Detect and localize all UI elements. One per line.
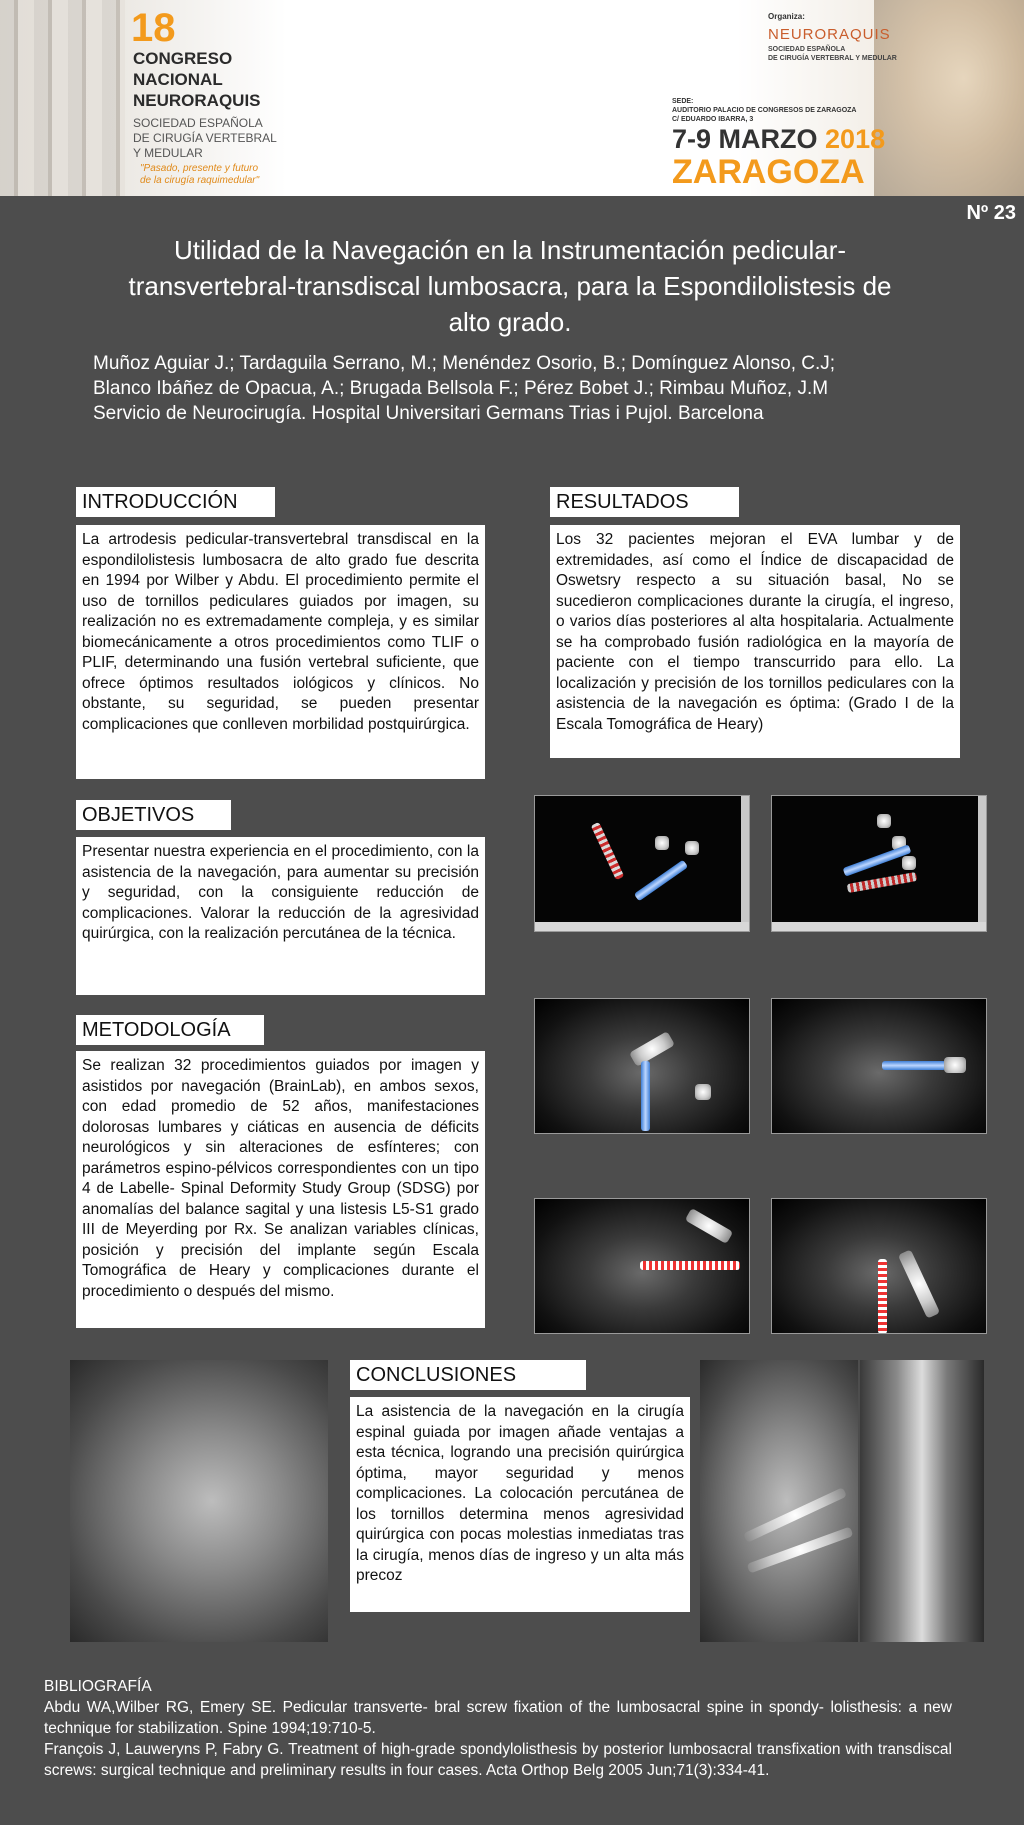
- introduccion-text: La artrodesis pedicular-transvertebral transdiscal en la espondilolistesis lumbosacra de alto grado fue descrita en 1994 por Wilber y Abdu. El procedimiento permite el uso de tornillos pediculares guiados por imagen, su realización no es extremadamente compleja, y es similar biomecánicamente a otros procedimientos como TLIF o PLIF, determinando una fusión vertebral suficiente, que ofrece óptimos resultados iológicos y clínicos. No obstante, su seguridad, se pueden presentar complicaciones que conlleven morbilidad postquirúrgica.: [76, 525, 485, 779]
- bibliography-ref: Abdu WA,Wilber RG, Emery SE. Pedicular transverte- bral screw fixation of the lumbosacral spine in spondy- lolisthesis: a new technique for stabilization. Spine 1994;19:710-5.: [44, 1699, 952, 1737]
- ct-scan-2: [771, 998, 987, 1134]
- bibliography-heading: BIBLIOGRAFÍA: [44, 1678, 152, 1695]
- congress-number: 18: [131, 6, 176, 50]
- resultados-text: Los 32 pacientes mejoran el EVA lumbar y de extremidades, así como el Índice de discapacidad de Oswetsry respecto a su situación basal, No se sucedieron complicaciones durante la cirugía, el ingreso, o varios días posteriores al alta hospitalaria. Actualmente se ha comprobado fusión radiológica en la mayoría de paciente con el tiempo transcurrido para ello. La localización y precisión de los tornillos pediculares con la asistencia de la navegación es óptima: (Grado I de la Escala Tomográfica de Heary): [550, 525, 960, 758]
- sagittal-mri: [860, 1360, 984, 1642]
- postoperative-xray: [700, 1360, 858, 1642]
- organizer-logo: NEURORAQUIS: [768, 26, 891, 43]
- navigation-screenshot-1: [534, 795, 750, 932]
- paper-title: Utilidad de la Navegación en la Instrumentación pedicular- transvertebral-transdiscal lumbosacra, para la Espondilolistesis de alto grado.: [128, 235, 892, 337]
- metodologia-heading: METODOLOGÍA: [76, 1015, 264, 1045]
- objetivos-text: Presentar nuestra experiencia en el procedimiento, con la asistencia de la navegación, para aumentar su precisión y seguridad, con la consiguiente reducción de complicaciones. Valorar la reducción de la agresividad quirúrgica, con la realización percutánea de la técnica.: [76, 837, 485, 995]
- venue-info: SEDE: AUDITORIO PALACIO DE CONGRESOS DE ZARAGOZA C/ EDUARDO IBARRA, 3: [672, 98, 857, 123]
- metodologia-text: Se realizan 32 procedimientos guiados por imagen y asistidos por navegación (BrainLab), en ambos sexos, con edad promedio de 52 años, manifestaciones dolorosas lumbares y ciáticas en ausencia de déficits neurológicos y sin alteraciones de esfínteres; con parámetros espino-pélvicos correspondientes con un tipo 4 de Labelle- Spinal Deformity Study Group (SDSG) por anomalías del balance sagital y una listesis L5-S1 grado III de Meyerding por Rx. Se analizan variables clínicas, posición y precisión del implante según Escala Tomográfica de Heary y complicaciones durante el procedimiento o después del mismo.: [76, 1051, 485, 1328]
- banner-spine-photo: [874, 0, 1024, 196]
- poster-number: Nº 23: [966, 202, 1016, 224]
- ct-scan-1: [534, 998, 750, 1134]
- congress-motto: "Pasado, presente y futuro de la cirugía raquimedular": [140, 163, 260, 186]
- organizer-subtitle: SOCIEDAD ESPAÑOLA DE CIRUGÍA VERTEBRAL Y MEDULAR: [768, 46, 897, 62]
- event-dates: 7-9 MARZO 2018: [672, 124, 886, 154]
- event-city: ZARAGOZA: [672, 153, 865, 191]
- congress-society: SOCIEDAD ESPAÑOLA DE CIRUGÍA VERTEBRAL Y MEDULAR: [133, 116, 277, 160]
- ct-scan-4: [771, 1198, 987, 1334]
- ct-scan-3: [534, 1198, 750, 1334]
- resultados-heading: RESULTADOS: [550, 487, 739, 517]
- navigation-screenshot-2: [771, 795, 987, 932]
- objetivos-heading: OBJETIVOS: [76, 800, 231, 830]
- authors-affiliation: Muñoz Aguiar J.; Tardaguila Serrano, M.; Menéndez Osorio, B.; Domínguez Alonso, C.J; Blanco Ibáñez de Opacua, A.; Brugada Bellsola F.; Pérez Bobet J.; Rimbau Muñoz, J.M Servicio de Neurocirugía. Hospital Universitari Germans Trias i Pujol. Barcelona: [93, 353, 836, 424]
- introduccion-heading: INTRODUCCIÓN: [76, 487, 275, 517]
- banner-building-photo: [0, 0, 125, 196]
- bibliography-ref: François J, Lauweryns P, Fabry G. Treatment of high-grade spondylolisthesis by posterior lumbosacral transfixation with transdiscal screws: surgical technique and preliminary results in four cases. Acta Orthop Belg 2005 Jun;71(3):334-41.: [44, 1741, 952, 1779]
- lateral-xray: [70, 1360, 328, 1642]
- organizer-label: Organiza:: [768, 12, 805, 21]
- congress-banner: [0, 0, 1024, 196]
- congress-title: CONGRESO NACIONAL NEURORAQUIS: [133, 49, 261, 110]
- conclusiones-text: La asistencia de la navegación en la cirugía espinal guiada por imagen añade ventajas a esta técnica, logrando una precisión quirúrgica óptima, mayor seguridad y menos complicaciones. La colocación percutánea de los tornillos determina menos agresividad quirúrgica con pocas molestias inmediatas tras la cirugía, menos días de ingreso y un alta más precoz: [350, 1397, 690, 1612]
- conclusiones-heading: CONCLUSIONES: [350, 1360, 586, 1390]
- bibliography: [44, 1676, 952, 1781]
